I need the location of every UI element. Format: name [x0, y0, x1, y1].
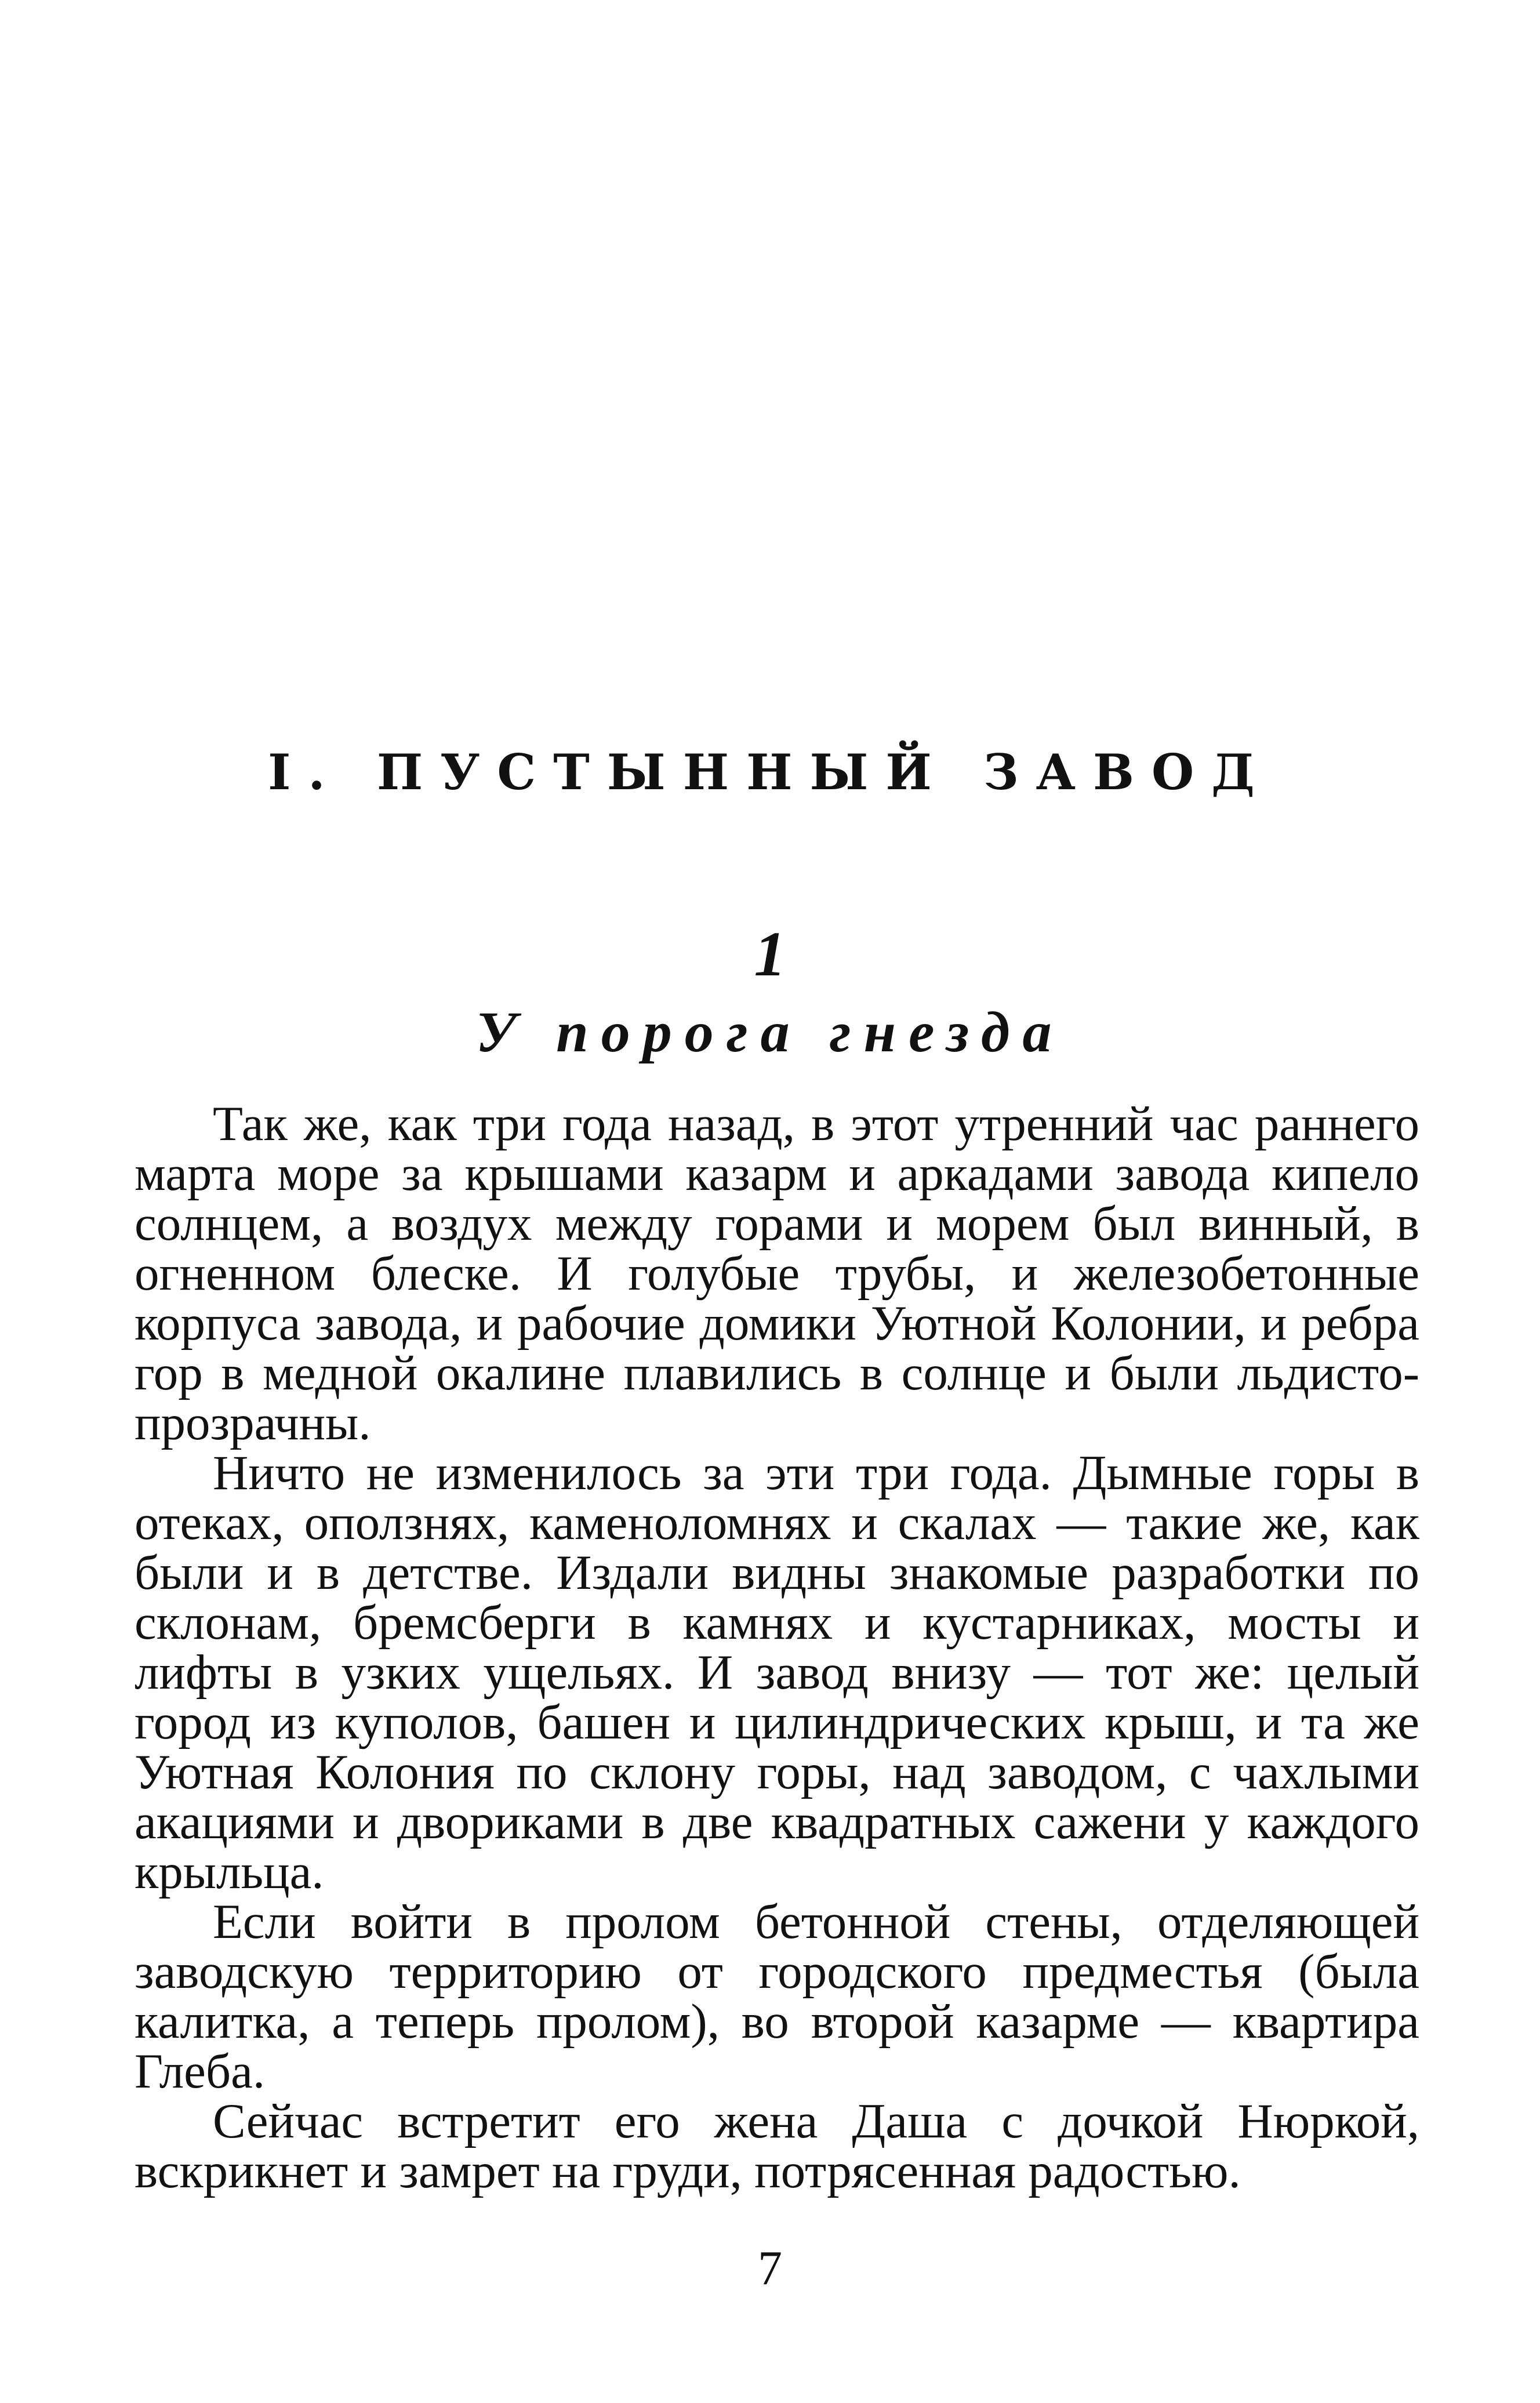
paragraph: Сейчас встретит его жена Даша с дочкой Нюркой, вскрикнет и замрет на груди, потрясенная радостью. — [135, 2094, 1419, 2198]
chapter-title: У порога гнезда — [475, 1000, 1065, 1064]
paragraph: Если войти в пролом бетонной стены, отделяющей заводскую территорию от городского предместья (была калитка, а теперь пролом), во второй казарме — квартира Глеба. — [135, 1894, 1419, 2099]
paragraph: Так же, как три года назад, в этот утренний час раннего марта море за крышами казарм и аркадами завода кипело солнцем, а воздух между горами и морем был винный, в огненном блеске. И голубые трубы, и железобетонные корпуса завода, и рабочие домики Уютной Колонии, и ребра гор в медной окалине плавились в солнце и были льдисто-прозрачны. — [135, 1097, 1419, 1450]
paragraph: Ничто не изменилось за эти три года. Дымные горы в отеках, оползнях, каменоломнях и скалах — такие же, как были и в детстве. Издали видны знакомые разработки по склонам, бремсберги в камнях и кустарниках, мосты и лифты в узких ущельях. И завод внизу — тот же: целый город из куполов, башен и цилиндрических крыш, и та же Уютная Колония по склону горы, над заводом, с чахлыми акациями и двориками в две квадратных сажени у каждого крыльца. — [135, 1446, 1419, 1899]
chapter-number: 1 — [754, 919, 786, 989]
body-text — [135, 1099, 1419, 2196]
page-number: 7 — [758, 2241, 782, 2295]
part-title: I. ПУСТЫННЫЙ ЗАВОД — [268, 743, 1272, 801]
